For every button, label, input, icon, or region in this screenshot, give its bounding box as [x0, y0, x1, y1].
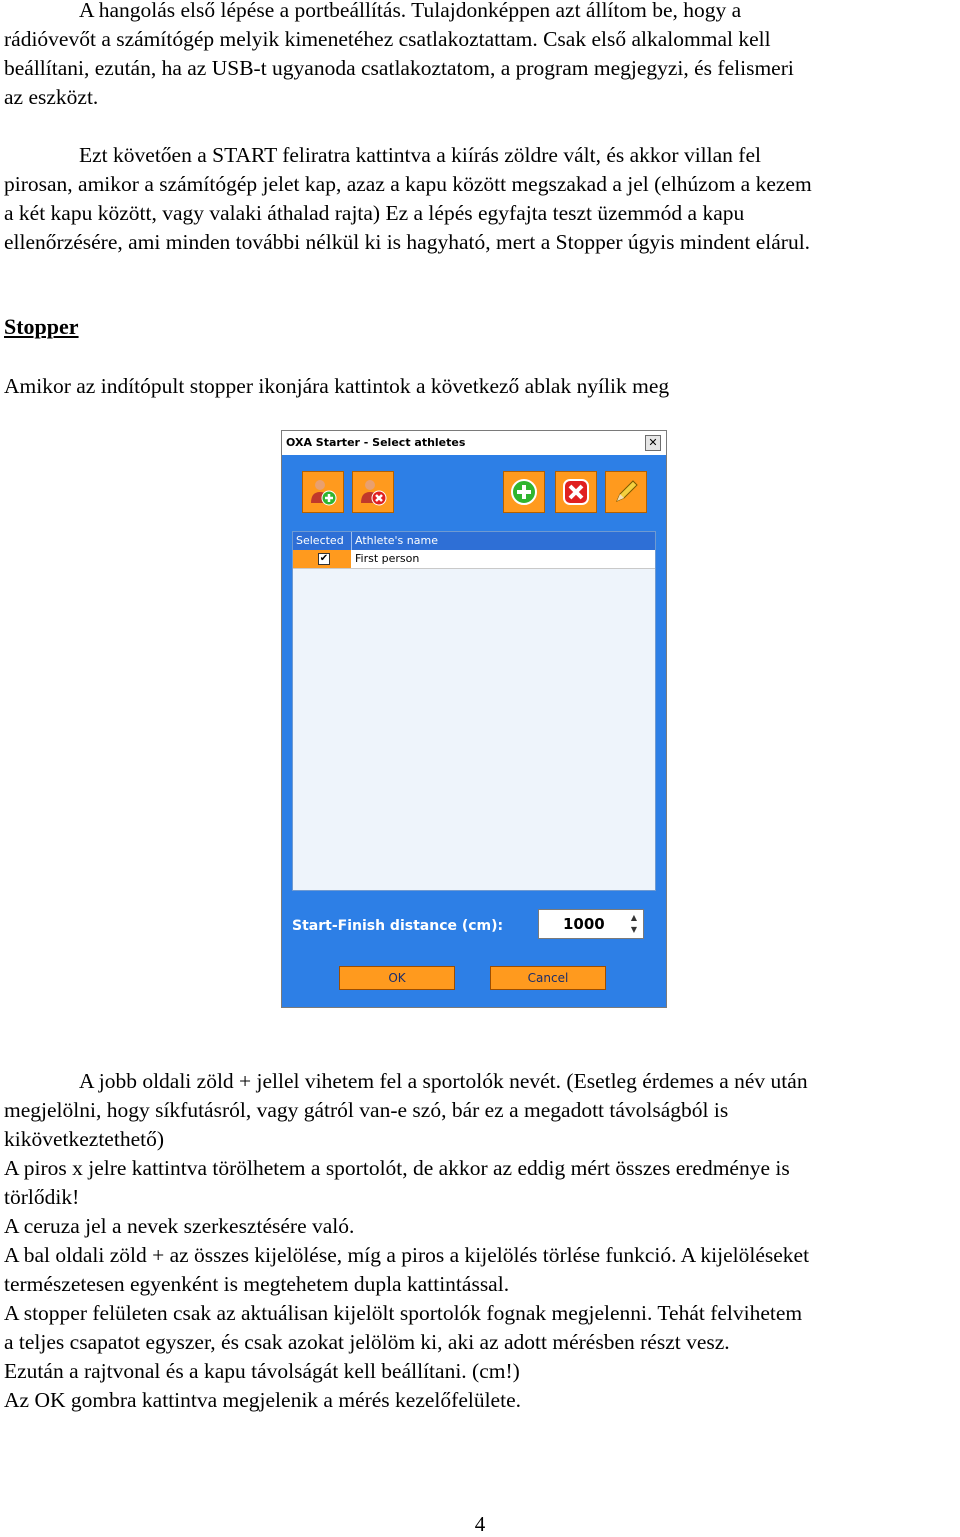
column-header-selected[interactable]: Selected	[296, 534, 344, 547]
pencil-icon	[611, 477, 641, 507]
text-line: természetesen egyenként is megtehetem dupla kattintással.	[4, 1272, 510, 1296]
paragraph-start-test	[4, 141, 956, 257]
selected-cell[interactable]	[293, 550, 351, 568]
text-line: beállítani, ezután, ha az USB-t ugyanoda csatlakoztatom, a program megjegyzi, és felismeri	[4, 56, 794, 80]
paragraph-pencil: A ceruza jel a nevek szerkesztésére való.	[4, 1214, 355, 1238]
select-all-icon	[308, 477, 338, 507]
table-row[interactable]	[293, 550, 655, 569]
text-line: A stopper felületen csak az aktuálisan kijelölt sportolók fognak megjelenni. Tehát felvihetem	[4, 1301, 803, 1325]
athletes-grid[interactable]	[292, 531, 656, 891]
text-line: A jobb oldali zöld + jellel vihetem fel a sportolók nevét. (Esetleg érdemes a név után	[79, 1069, 808, 1093]
column-divider	[351, 532, 352, 550]
intro-text: Amikor az indítópult stopper ikonjára kattintok a következő ablak nyílik meg	[4, 374, 670, 398]
select-athletes-window	[281, 430, 667, 1008]
paragraph-port-setup	[4, 0, 956, 112]
spin-up-icon[interactable]: ▲	[630, 913, 638, 922]
text-line: a teljes csapatot egyszer, és csak azokat jelölöm ki, aki az adott mérésben részt vesz.	[4, 1330, 730, 1354]
text-line: törlődik!	[4, 1185, 80, 1209]
text-line: a két kapu között, vagy valaki áthalad rajta) Ez a lépés egyfajta teszt üzemmód a kapu	[4, 201, 745, 225]
athlete-name-cell[interactable]: First person	[355, 552, 420, 565]
delete-x-icon	[561, 477, 591, 507]
add-plus-icon	[509, 477, 539, 507]
deselect-all-button[interactable]	[352, 471, 394, 513]
paragraph-stopper-surface	[4, 1299, 956, 1357]
ok-button[interactable]: OK	[339, 966, 455, 990]
distance-spinner[interactable]	[627, 912, 641, 936]
select-all-button[interactable]	[302, 471, 344, 513]
spin-down-icon[interactable]: ▼	[630, 925, 638, 934]
add-athlete-button[interactable]	[503, 471, 545, 513]
grid-header	[293, 532, 655, 550]
text-line: az eszközt.	[4, 85, 99, 109]
column-header-name[interactable]: Athlete's name	[355, 534, 438, 547]
text-line: Ezt követően a START feliratra kattintva a kiírás zöldre vált, és akkor villan fel	[79, 143, 761, 167]
cancel-button[interactable]: Cancel	[490, 966, 606, 990]
paragraph-add-athlete	[4, 1067, 956, 1154]
text-line: megjelölni, hogy síkfutásról, vagy gátról van-e szó, bár ez a megadott távolságból is	[4, 1098, 729, 1122]
close-button[interactable]: ✕	[645, 435, 661, 451]
distance-label: Start-Finish distance (cm):	[292, 918, 504, 934]
text-line: rádióvevőt a számítógép melyik kimenetéhez csatlakoztattam. Csak első alkalommal kell	[4, 27, 771, 51]
page-number: 4	[474, 1512, 486, 1536]
section-heading: Stopper	[4, 314, 79, 339]
selected-checkbox[interactable]: ✔	[319, 553, 329, 564]
text-line: kikövetkeztethető)	[4, 1127, 164, 1151]
edit-athlete-button[interactable]	[605, 471, 647, 513]
paragraph-delete-athlete	[4, 1154, 956, 1212]
title-bar	[282, 431, 666, 455]
distance-input[interactable]	[538, 909, 644, 939]
distance-value: 1000	[563, 915, 605, 933]
text-line: ellenőrzésére, ami minden további nélkül ki is hagyható, mert a Stopper úgyis mindent elárul.	[4, 230, 811, 254]
window-title: OXA Starter - Select athletes	[286, 436, 466, 449]
delete-athlete-button[interactable]	[555, 471, 597, 513]
paragraph-distance: Ezután a rajtvonal és a kapu távolságát kell beállítani. (cm!)	[4, 1359, 520, 1383]
text-line: pirosan, amikor a számítógép jelet kap, azaz a kapu között megszakad a jel (elhúzom a kezem	[4, 172, 812, 196]
text-line: A piros x jelre kattintva törölhetem a sportolót, de akkor az eddig mért összes eredménye is	[4, 1156, 790, 1180]
text-line: A bal oldali zöld + az összes kijelölése, míg a piros a kijelölés törlése funkció. A kijelöléseket	[4, 1243, 810, 1267]
deselect-all-icon	[358, 477, 388, 507]
paragraph-selection	[4, 1241, 956, 1299]
paragraph-ok: Az OK gombra kattintva megjelenik a mérés kezelőfelülete.	[4, 1388, 521, 1412]
text-line: A hangolás első lépése a portbeállítás. Tulajdonképpen azt állítom be, hogy a	[79, 0, 742, 22]
